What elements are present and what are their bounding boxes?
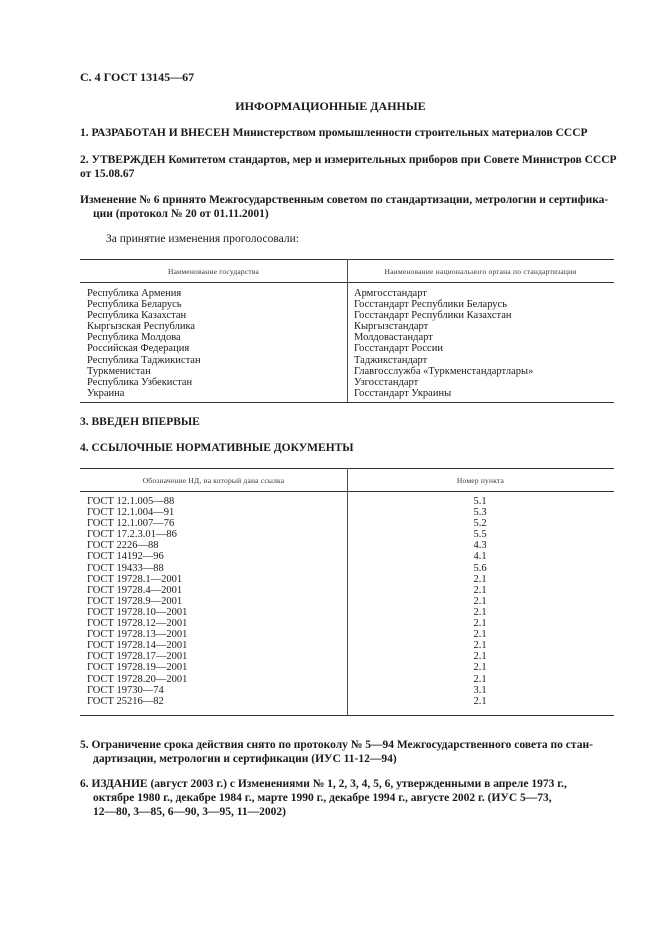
clause-number: 2.1	[473, 606, 487, 618]
clause-number: 5.1	[473, 496, 487, 507]
section-6-line-3: 12—80, 3—85, 6—90, 3—95, 11—2002)	[93, 806, 286, 818]
reference-doc: ГОСТ 12.1.005—88	[87, 496, 175, 507]
standards-body-name: Госстандарт Украины	[354, 387, 452, 399]
refs-header-doc: Обозначение НД, на который дана ссылка	[142, 476, 285, 485]
reference-doc: ГОСТ 17.2.3.01—86	[87, 529, 177, 541]
standards-body-name: Кыргызстандарт	[354, 321, 429, 333]
clause-number: 5.6	[473, 562, 487, 574]
reference-doc: ГОСТ 19433—88	[87, 562, 164, 574]
clause-number: 2.1	[473, 573, 487, 585]
refs-doc-list	[87, 496, 187, 707]
state-name: Российская Федерация	[87, 343, 190, 355]
reference-doc: ГОСТ 12.1.004—91	[87, 507, 175, 519]
reference-doc: ГОСТ 2226—88	[87, 540, 159, 552]
change-note	[80, 193, 608, 221]
reference-doc: ГОСТ 19728.13—2001	[87, 629, 188, 641]
state-name: Республика Армения	[87, 288, 182, 299]
reference-doc: ГОСТ 25216—82	[87, 695, 164, 707]
state-name: Кыргызская Республика	[87, 321, 196, 333]
standards-body-name: Госстандарт Республики Казахстан	[354, 310, 512, 322]
section-2-line-1: 2. УТВЕРЖДЕН Комитетом стандартов, мер и измерительных приборов при Совете Министров СССР	[80, 154, 617, 166]
reference-doc: ГОСТ 19728.4—2001	[87, 584, 183, 596]
standards-body-name: Госстандарт Республики Беларусь	[354, 299, 508, 311]
clause-number: 2.1	[473, 629, 487, 641]
section-5-line-1: 5. Ограничение срока действия снято по протоколу № 5—94 Межгосударственного совета по стан-	[80, 739, 593, 751]
page-title: ИНФОРМАЦИОННЫЕ ДАННЫЕ	[235, 99, 426, 113]
reference-doc: ГОСТ 19728.1—2001	[87, 573, 183, 585]
refs-header-clause: Номер пункта	[456, 476, 505, 485]
section-3: 3. ВВЕДЕН ВПЕРВЫЕ	[80, 416, 200, 428]
clause-number: 4.1	[473, 551, 487, 563]
section-5	[80, 738, 593, 766]
section-6-line-2: октябре 1980 г., декабре 1984 г., марте 1990 г., декабре 1994 г., августе 2002 г. (ИУС 5—73,	[93, 792, 552, 804]
state-name: Республика Казахстан	[87, 310, 187, 322]
reference-doc: ГОСТ 19728.14—2001	[87, 640, 188, 652]
clause-number: 2.1	[473, 651, 487, 663]
section-2	[80, 153, 617, 181]
states-header-body: Наименование национального органа по стандартизации	[384, 267, 577, 276]
reference-doc: ГОСТ 19728.17—2001	[87, 651, 188, 663]
clause-number: 5.2	[473, 518, 487, 530]
clause-number: 5.5	[473, 529, 487, 541]
state-name: Республика Таджикистан	[87, 354, 201, 366]
clause-number: 2.1	[473, 673, 487, 685]
reference-doc: ГОСТ 12.1.007—76	[87, 518, 175, 530]
section-6-line-1: 6. ИЗДАНИЕ (август 2003 г.) с Изменениями № 1, 2, 3, 4, 5, 6, утвержденными в апреле 1973 г.,	[80, 778, 567, 790]
clause-number: 2.1	[473, 618, 487, 630]
clause-number: 4.3	[473, 540, 487, 552]
reference-doc: ГОСТ 19728.12—2001	[87, 618, 188, 630]
state-name: Республика Беларусь	[87, 299, 182, 311]
section-2-line-2: от 15.08.67	[80, 168, 135, 180]
clause-number: 3.1	[473, 684, 487, 696]
states-header-country: Наименование государства	[167, 267, 259, 276]
page-header: С. 4 ГОСТ 13145—67	[80, 70, 195, 84]
change-note-line-1: Изменение № 6 принято Межгосударственным советом по стандартизации, метрологии и сертифика-	[80, 194, 609, 206]
refs-clause-list	[455, 496, 505, 707]
state-name: Туркменистан	[87, 365, 151, 377]
clause-number: 5.3	[473, 507, 487, 519]
clause-number: 2.1	[473, 695, 487, 707]
clause-number: 2.1	[473, 662, 487, 674]
states-list	[87, 288, 201, 399]
section-4: 4. ССЫЛОЧНЫЕ НОРМАТИВНЫЕ ДОКУМЕНТЫ	[80, 442, 354, 454]
reference-doc: ГОСТ 19728.19—2001	[87, 662, 188, 674]
voted-text: За принятие изменения проголосовали:	[106, 233, 299, 245]
standards-body-name: Молдовастандарт	[354, 332, 433, 344]
reference-doc: ГОСТ 19728.9—2001	[87, 595, 183, 607]
clause-number: 2.1	[473, 584, 487, 596]
standards-body-name: Главгосслужба «Туркменстандартлары»	[354, 365, 534, 377]
bodies-list	[354, 288, 533, 399]
state-name: Республика Узбекистан	[87, 376, 193, 388]
standards-body-name: Узгосстандарт	[354, 376, 419, 388]
reference-doc: ГОСТ 14192—96	[87, 551, 164, 563]
standards-body-name: Таджикстандарт	[354, 354, 428, 366]
reference-doc: ГОСТ 19730—74	[87, 684, 164, 696]
section-6	[80, 777, 567, 819]
state-name: Украина	[87, 387, 125, 399]
section-1: 1. РАЗРАБОТАН И ВНЕСЕН Министерством промышленности строительных материалов СССР	[80, 127, 588, 139]
standards-body-name: Госстандарт России	[354, 343, 443, 355]
clause-number: 2.1	[473, 640, 487, 652]
standards-body-name: Армгосстандарт	[354, 288, 427, 299]
section-5-line-2: дартизации, метрологии и сертификации (ИУС 11-12—94)	[93, 753, 397, 765]
state-name: Республика Молдова	[87, 332, 181, 344]
clause-number: 2.1	[473, 595, 487, 607]
change-note-line-2: ции (протокол № 20 от 01.11.2001)	[93, 208, 269, 220]
reference-doc: ГОСТ 19728.20—2001	[87, 673, 188, 685]
reference-doc: ГОСТ 19728.10—2001	[87, 606, 188, 618]
